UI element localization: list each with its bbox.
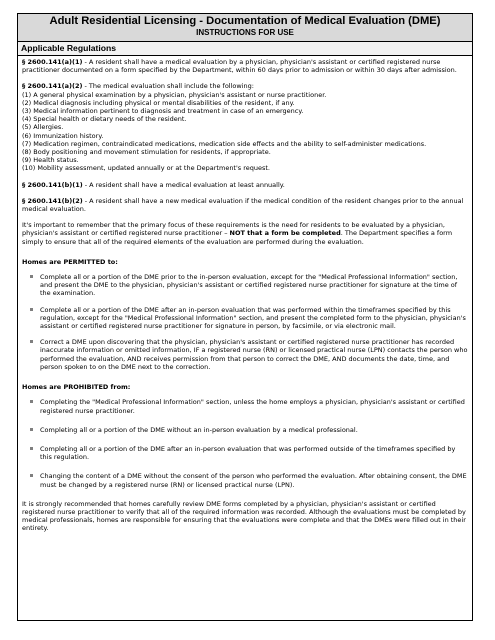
intro-emphasis: NOT that a form be completed [229, 229, 341, 238]
list-item: (8) Body positioning and movement stimulation for residents, if appropriate. [22, 148, 271, 157]
regulation-a2 [22, 82, 468, 90]
list-item [22, 398, 468, 414]
list-item [22, 445, 468, 461]
regulation-a1 [22, 58, 468, 74]
list-item-text: Correct a DME upon discovering that the physician, physician's assistant or certified registered nurse practitioner has recorded inaccurate information or omitted information, IF a registered nurse (RN) or licensed practical nurse (LPN) contacts the person who performed the evaluation, AND receives permission from that person to correct the DME, AND documents the date, time, and person spoken to on the DME next to the correction. [40, 338, 468, 371]
list-item: (3) Medical information pertinent to diagnosis and treatment in case of an emergency. [22, 107, 304, 116]
list-item [22, 338, 468, 371]
list-item: (1) A general physical examination by a physician, physician's assistant or nurse practitioner. [22, 90, 327, 99]
section-heading: Applicable Regulations [18, 42, 472, 56]
list-item [22, 472, 468, 488]
list-item: (6) Immunization history. [22, 131, 104, 140]
list-item-text: Changing the content of a DME without the consent of the person who performed the evaluation. After obtaining consent, the DME must be changed by a registered nurse (RN) or licensed practical nurse (LPN). [40, 472, 467, 489]
regulation-text: - The medical evaluation shall include the following: [82, 82, 254, 91]
list-item: (9) Health status. [22, 156, 79, 165]
document-title: Adult Residential Licensing - Documentation of Medical Evaluation (DME) [49, 15, 441, 27]
list-item-text: Complete all or a portion of the DME after an in-person evaluation that was performed within the timeframes specified by this regulation, except for the "Medical Professional Information" section, and present the completed form to the physician, physician's assistant or certified registered nurse practitioner for signature in person, by facsimile, or via electronic mail. [40, 305, 466, 331]
regulation-code: § 2600.141(a)(2) [22, 82, 83, 91]
list-item: (7) Medication regimen, contraindicated medications, medication side effects and the ability to self-administer medications. [22, 139, 427, 148]
permitted-list [22, 273, 468, 371]
intro-paragraph [22, 221, 468, 246]
list-item: (10) Mobility assessment, updated annually or at the Department's request. [22, 164, 270, 173]
regulation-code: § 2600.141(b)(1) [22, 180, 83, 189]
regulation-text: - A resident shall have a medical evaluation at least annually. [82, 180, 285, 189]
bullet-icon [30, 340, 33, 343]
list-item-text: Complete all or a portion of the DME prior to the in-person evaluation, except for the "Medical Professional Information" section, and present the DME to the physician, physician's assistant or certified registered nurse practitioner for signature at the time of the examination. [40, 273, 458, 298]
regulation-b2 [22, 197, 468, 213]
prohibited-list [22, 398, 468, 488]
list-item [22, 426, 468, 434]
list-item [22, 273, 468, 298]
bullet-icon [30, 308, 33, 311]
bullet-icon [30, 447, 33, 450]
regulation-text: - A resident shall have a new medical evaluation if the medical condition of the resident changes prior to the annual medical evaluation. [22, 196, 464, 214]
list-item: (5) Allergies. [22, 123, 64, 132]
bullet-icon [30, 428, 33, 431]
bullet-icon [30, 474, 33, 477]
list-item-text: Completing the "Medical Professional Information" section, unless the home employs a physician, physician's assistant or certified registered nurse practitioner. [40, 398, 465, 415]
regulation-code: § 2600.141(b)(2) [22, 196, 83, 205]
bullet-icon [30, 275, 33, 278]
instructions-document [17, 13, 473, 621]
list-item [22, 306, 468, 331]
document-subtitle: INSTRUCTIONS FOR USE [196, 28, 294, 37]
regulation-code: § 2600.141(a)(1) [22, 58, 83, 66]
permitted-heading: Homes are PERMITTED to: [22, 257, 118, 266]
closing-paragraph: It is strongly recommended that homes carefully review DME forms completed by a physician, physician's assistant or certified registered nurse practitioner to verify that all of the required information was recorded. Although the evaluations must be completed by medical professionals, homes are responsible for ensuring that the evaluations were complete and that the DMEs were filled out in their entirety. [22, 499, 466, 533]
document-body [18, 56, 472, 533]
prohibited-heading: Homes are PROHIBITED from: [22, 383, 131, 392]
list-item-text: Completing all or a portion of the DME after an in-person evaluation that was performed outside of the timeframes specified by this regulation. [40, 444, 456, 462]
regulation-text: - A resident shall have a medical evaluation by a physician, physician's assistant or certified registered nurse practitioner documented on a form specified by the Department, within 60 days prior to admission or within 30 days after admission. [22, 58, 457, 75]
intro-text-end: . The Department specifies a form simply to ensure that all of the required elements of the evaluation are performed during the evaluation. [22, 229, 453, 246]
list-item: (4) Special health or dietary needs of the resident. [22, 115, 187, 124]
list-item: (2) Medical diagnosis including physical or mental disabilities of the resident, if any. [22, 98, 295, 107]
regulation-b1 [22, 181, 468, 189]
list-item-text: Completing all or a portion of the DME without an in-person evaluation by a medical professional. [40, 425, 358, 434]
regulation-a2-list [22, 91, 468, 173]
bullet-icon [30, 400, 33, 403]
document-header [18, 14, 472, 42]
intro-text: It's important to remember that the primary focus of these requirements is the need for residents to be evaluated by a physician, physician's assistant or certified registered nurse practitioner – [22, 221, 445, 238]
